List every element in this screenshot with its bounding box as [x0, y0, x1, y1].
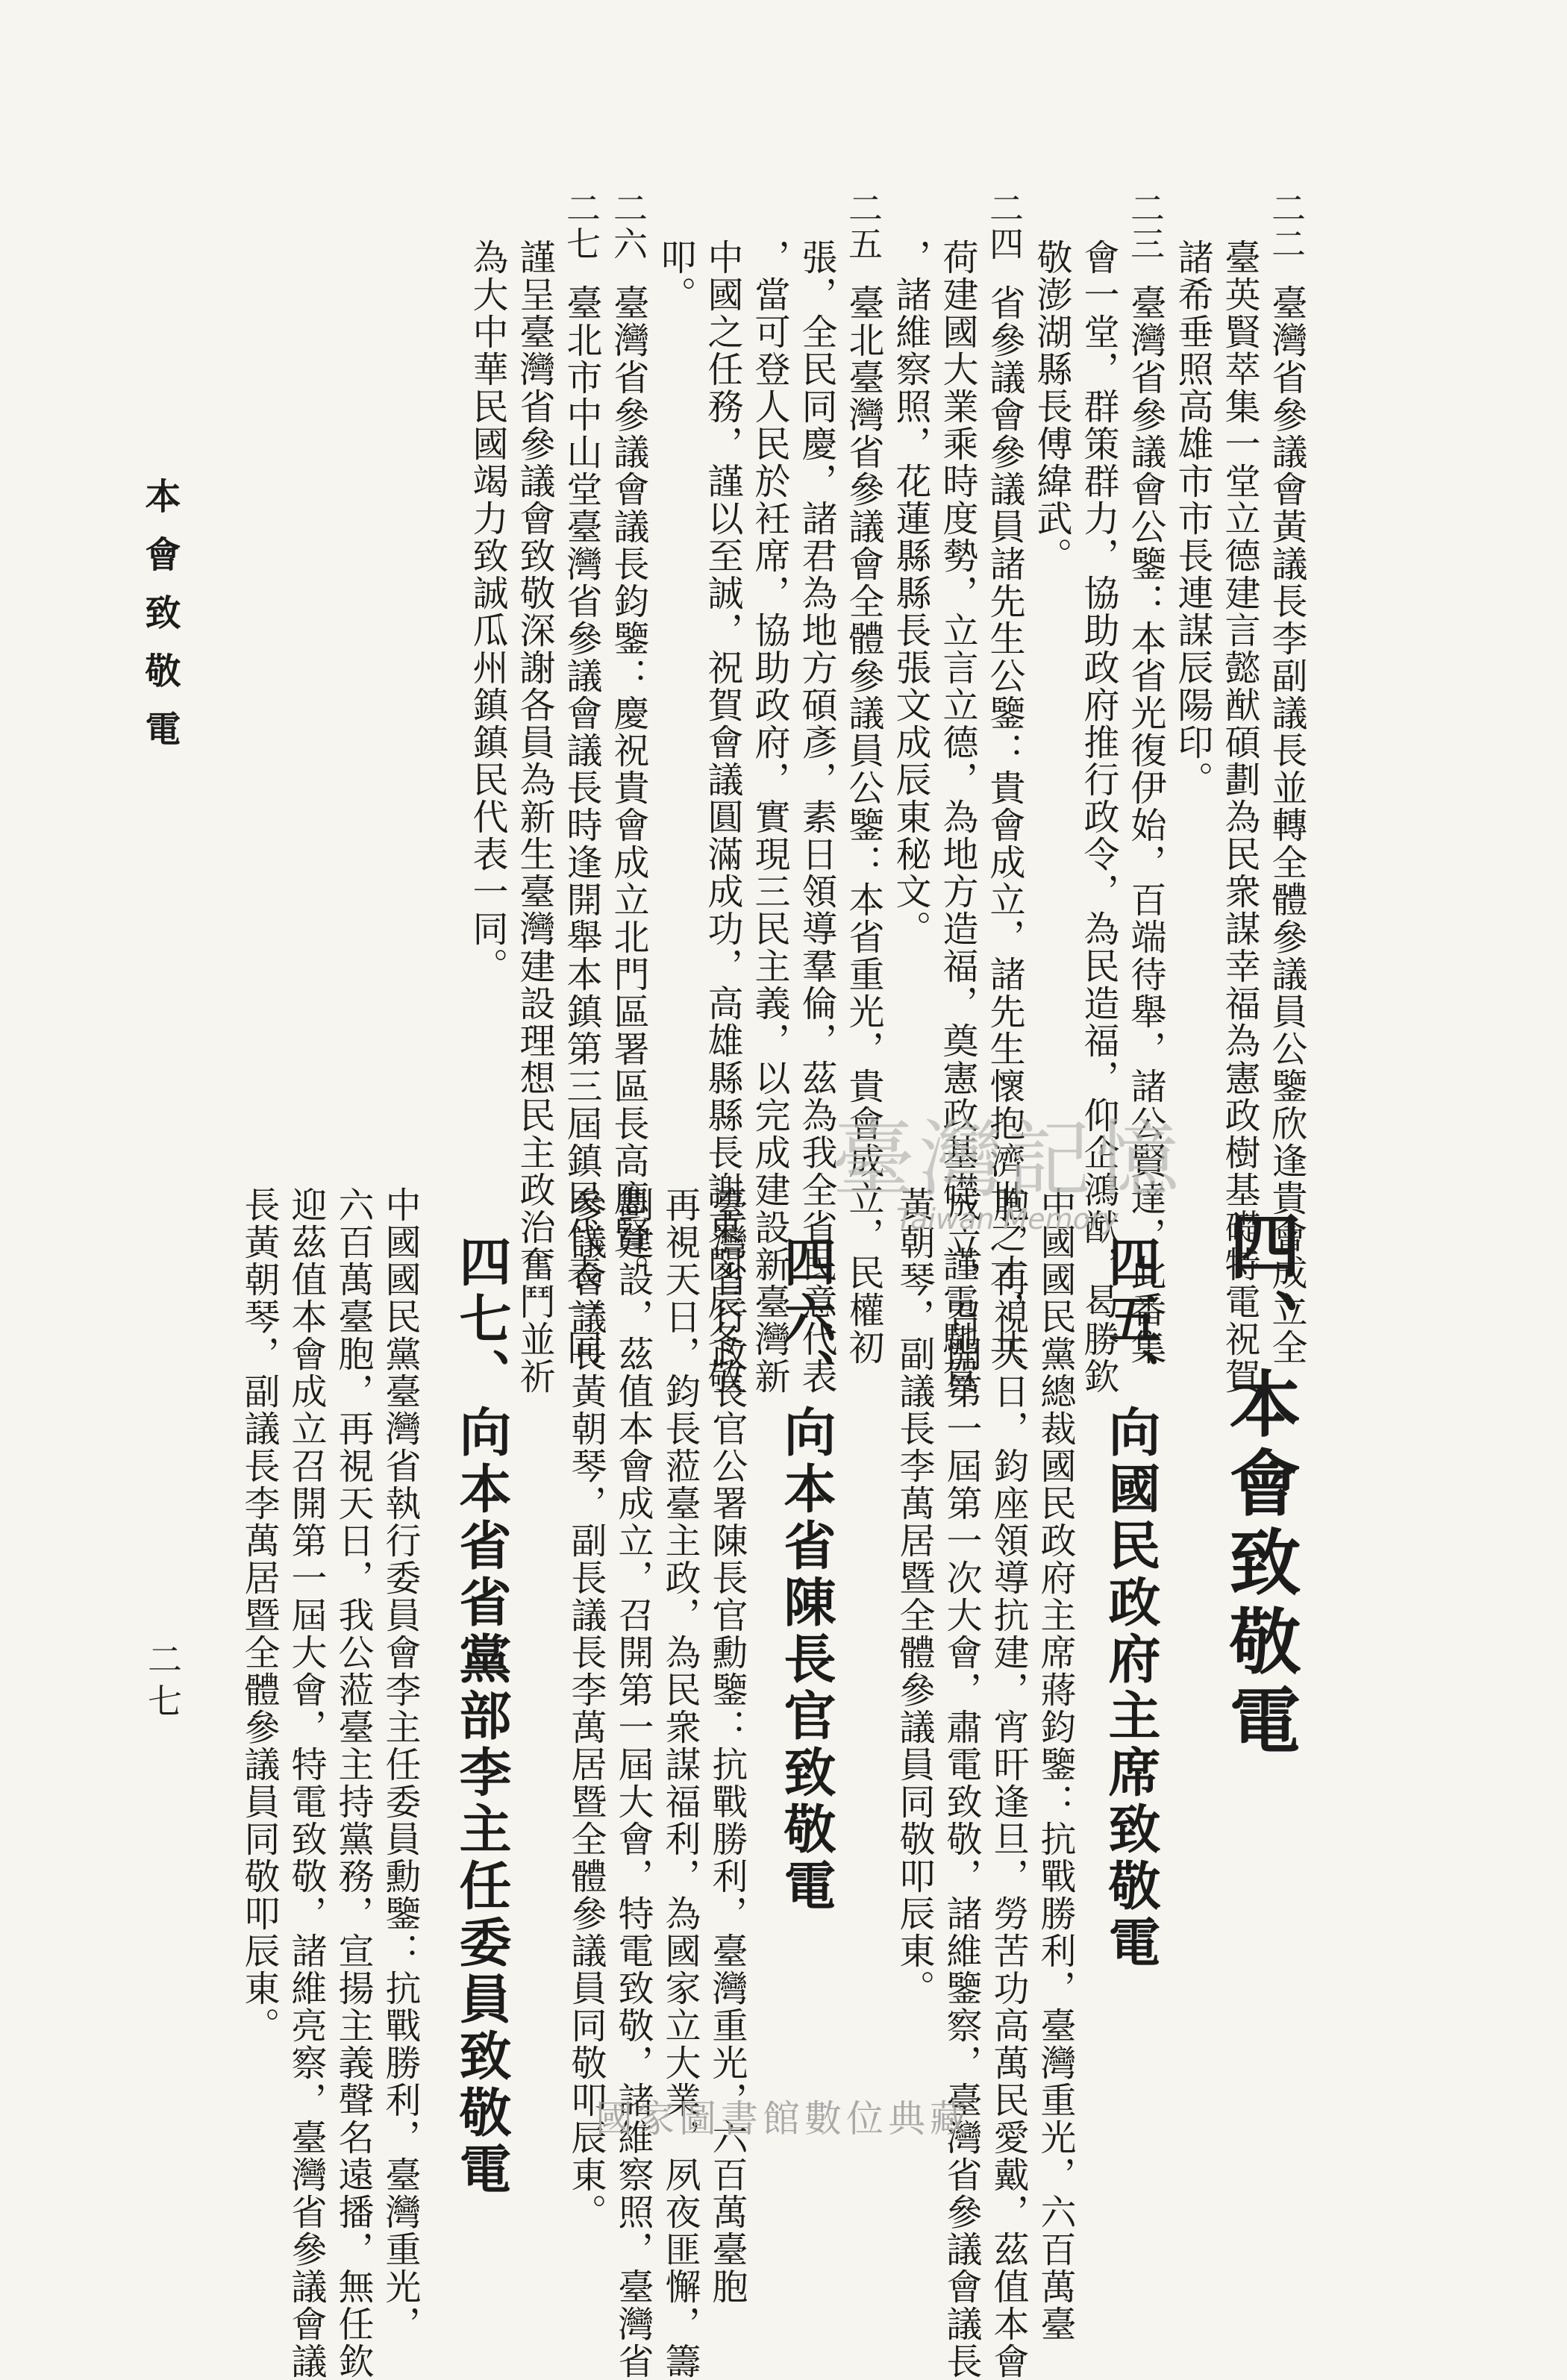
section-47-line-3: 迎茲值本會成立召開第一屆大會，特電致敬，諸維亮察，臺灣省參議會議	[285, 1186, 327, 2380]
section-46-line-4: 參議會議長黃朝琴，副長議長李萬居暨全體參議員同敬叩辰東。	[565, 1186, 607, 2231]
section-46-line-3: 劃建設，茲值本會成立，召開第一屆大會，特電致敬，諸維察照，臺灣省	[612, 1186, 654, 2380]
watermark-chinese: 臺灣記憶	[831, 1112, 1183, 1209]
taiwan-memory-watermark	[776, 1093, 1239, 1236]
item-23-line-1: 二三臺灣省參議會公鑒：本省光復伊始，百端待舉，諸公賢達，此番集	[1125, 190, 1166, 1366]
item-27-line-2: 謹呈臺灣省參議會致敬深謝各員為新生臺灣建設理想民主政治奮鬥並祈	[513, 239, 555, 1395]
item-25-line-4: 中國之任務，謹以至誠，祝賀會議圓滿成功，高雄縣縣長謝東閔辰冬敬	[701, 239, 743, 1395]
item-24-line-2: 荷建國大業乘時度勢，立言立德，為地方造福，奠憲政基礎，謹電馳賀	[936, 239, 978, 1395]
item-22-number: 二二	[1266, 190, 1307, 262]
item-24-line-3: ，諸維察照，花蓮縣縣長張文成辰東秘文。	[889, 239, 931, 948]
chapter-title: 四、本會致敬電	[1218, 1209, 1302, 1762]
item-22-line-2: 臺英賢萃集一堂立德建言懿猷碩劃為民衆謀幸福為憲政樹基礎特電祝賀	[1219, 239, 1260, 1395]
item-25-line-3: ，當可登人民於衽席，協助政府，實現三民主義，以完成建設新臺灣新	[748, 239, 790, 1395]
item-22-line-3: 諸希垂照高雄市市長連謀辰陽印。	[1172, 239, 1213, 798]
item-25-number: 二五	[843, 190, 883, 262]
section-45-line-1: 中國國民黨總裁國民政府主席蔣鈞鑒：抗戰勝利，臺灣重光，六百萬臺	[1034, 1186, 1076, 2343]
item-24-number: 二四	[984, 190, 1025, 262]
section-45-line-4: 黃朝琴，副議長李萬居暨全體參議員同敬叩辰東。	[893, 1186, 935, 2007]
section-46-line-2: 再視天日，鈞長蒞臺主政，為民衆謀福利，為國家立大業，夙夜匪懈，籌	[659, 1186, 701, 2380]
item-26-line-1: 二六臺灣省參議會議長鈞鑒：慶祝貴會成立北門區署區長高應賢。	[607, 190, 649, 1291]
section-47-heading: 四七、向本省省黨部李主任委員致敬電	[451, 1235, 513, 2199]
item-27-line-1: 二七臺北市中山堂臺灣省參議會議長時逢開舉本鎮第三屆鎮民代表一同	[560, 190, 602, 1366]
item-27-number: 二七	[561, 190, 601, 262]
item-22-line-1: 二二臺灣省參議會黃議長李副議長並轉全體參議員公鑒欣逢貴會成立全	[1266, 190, 1307, 1366]
running-head: 本會致敬電	[139, 477, 181, 768]
section-47-line-1: 中國國民黨臺灣省執行委員會李主任委員勳鑒：抗戰勝利，臺灣重光，	[379, 1186, 421, 2343]
item-25-line-1: 二五臺北臺灣省參議會全體參議員公鑒：本省重光，貴會成立，民權初	[842, 190, 884, 1366]
section-45-line-2: 胞，再視天日，鈞座領導抗建，宵旰逢旦，勞苦功高萬民愛戴，茲值本會	[987, 1186, 1029, 2380]
section-46-line-1: 臺灣省行政長官公署陳長官勳鑒：抗戰勝利，臺灣重光，六百萬臺胞	[706, 1186, 748, 2305]
item-23-number: 二三	[1125, 190, 1166, 262]
item-24-line-1: 二四省參議會參議員諸先生公鑒：貴會成立，諸先生懷抱濟世之才，共	[983, 190, 1025, 1366]
item-25-line-2: 張，全民同慶，諸君為地方碩彥，素日領導羣倫，茲為我全省民意代表	[795, 239, 837, 1395]
section-45-heading: 四五、向國民政府主席致敬電	[1100, 1235, 1162, 1972]
item-23-line-2: 會一堂，群策群力，協助政府推行政令，為民造福，仰企鴻猷，曷勝欽	[1077, 239, 1119, 1395]
section-47-line-4: 長黃朝琴，副議長李萬居暨全體參議員同敬叩辰東。	[238, 1186, 280, 2044]
page-number: 二七	[143, 1641, 183, 1725]
archive-footer: 國家圖書館數位典藏	[595, 2097, 972, 2141]
section-46-heading: 四六、向本省陳長官致敬電	[775, 1235, 837, 1915]
item-27-line-3: 為大中華民國竭力致誠瓜州鎮鎮民代表一同。	[466, 239, 508, 985]
watermark-english: Taiwan Memory	[895, 1203, 1119, 1236]
item-23-line-3: 敬澎湖縣長傅緯武。	[1030, 239, 1072, 574]
item-26-number: 二六	[608, 190, 648, 262]
section-47-line-2: 六百萬臺胞，再視天日，我公蒞臺主持黨務，宣揚主義聲名遠播，無任欽	[332, 1186, 374, 2380]
section-45-line-3: 成立，召開第一屆第一次大會，肅電致敬，諸維鑒察，臺灣省參議會議長	[940, 1186, 982, 2380]
item-25-line-5: 叩。	[654, 239, 696, 313]
